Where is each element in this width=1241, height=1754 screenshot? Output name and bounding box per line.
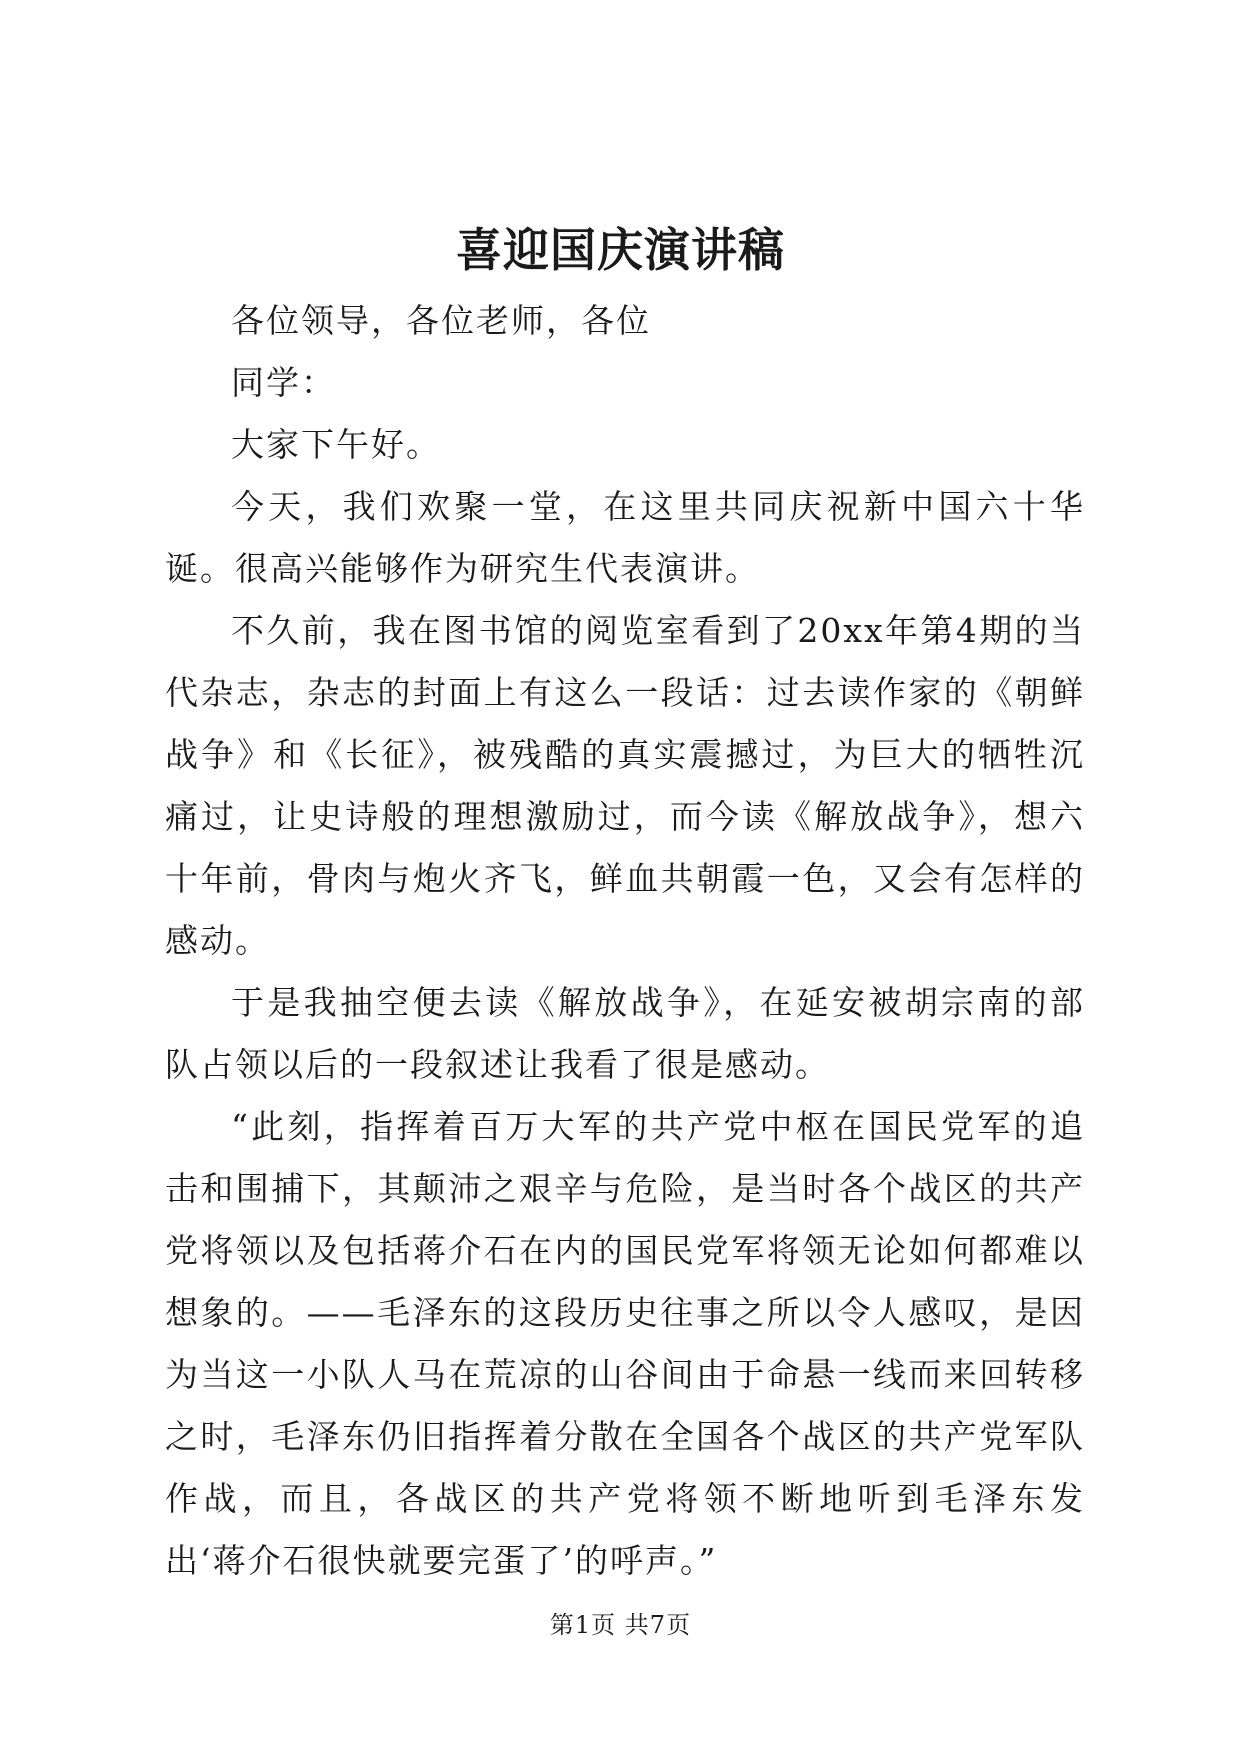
page-number: 第1页 共7页 bbox=[549, 1611, 692, 1639]
paragraph-reading: 于是我抽空便去读《解放战争》，在延安被胡宗南的部队占领以后的一段叙述让我看了很是感动。 bbox=[165, 983, 1085, 1084]
paragraph-quote: “此刻，指挥着百万大军的共产党中枢在国民党军的追击和围捕下，其颠沛之艰辛与危险，是当时各个战区的共产党将领以及包括蒋介石在内的国民党军将领无论如何都难以想象的。——毛泽东的这段历史往事之所以令人感叹，是因为当这一小队人马在荒凉的山谷间由于命悬一线而来回转移之时，毛泽东仍旧指挥着分散在全国各个战区的共产党军队作战，而且，各战区的共产党将领不断地听到毛泽东发出‘蒋介石很快就要完蛋了’的呼声。” bbox=[165, 1107, 1085, 1580]
paragraph-salutation: 各位领导，各位老师，各位 bbox=[231, 301, 651, 340]
paragraph-intro: 今天，我们欢聚一堂，在这里共同庆祝新中国六十华诞。很高兴能够作为研究生代表演讲。 bbox=[165, 487, 1085, 588]
document-title: 喜迎国庆演讲稿 bbox=[456, 223, 785, 277]
paragraph-greeting: 大家下午好。 bbox=[231, 425, 441, 464]
paragraph-salutation-cont: 同学： bbox=[231, 363, 336, 402]
paragraph-magazine: 不久前，我在图书馆的阅览室看到了20xx年第4期的当代杂志，杂志的封面上有这么一段话：过去读作家的《朝鲜战争》和《长征》，被残酷的真实震撼过，为巨大的牺牲沉痛过，让史诗般的理想激励过，而今读《解放战争》，想六十年前，骨肉与炮火齐飞，鲜血共朝霞一色，又会有怎样的感动。 bbox=[165, 611, 1085, 960]
document-body bbox=[165, 290, 1085, 1592]
